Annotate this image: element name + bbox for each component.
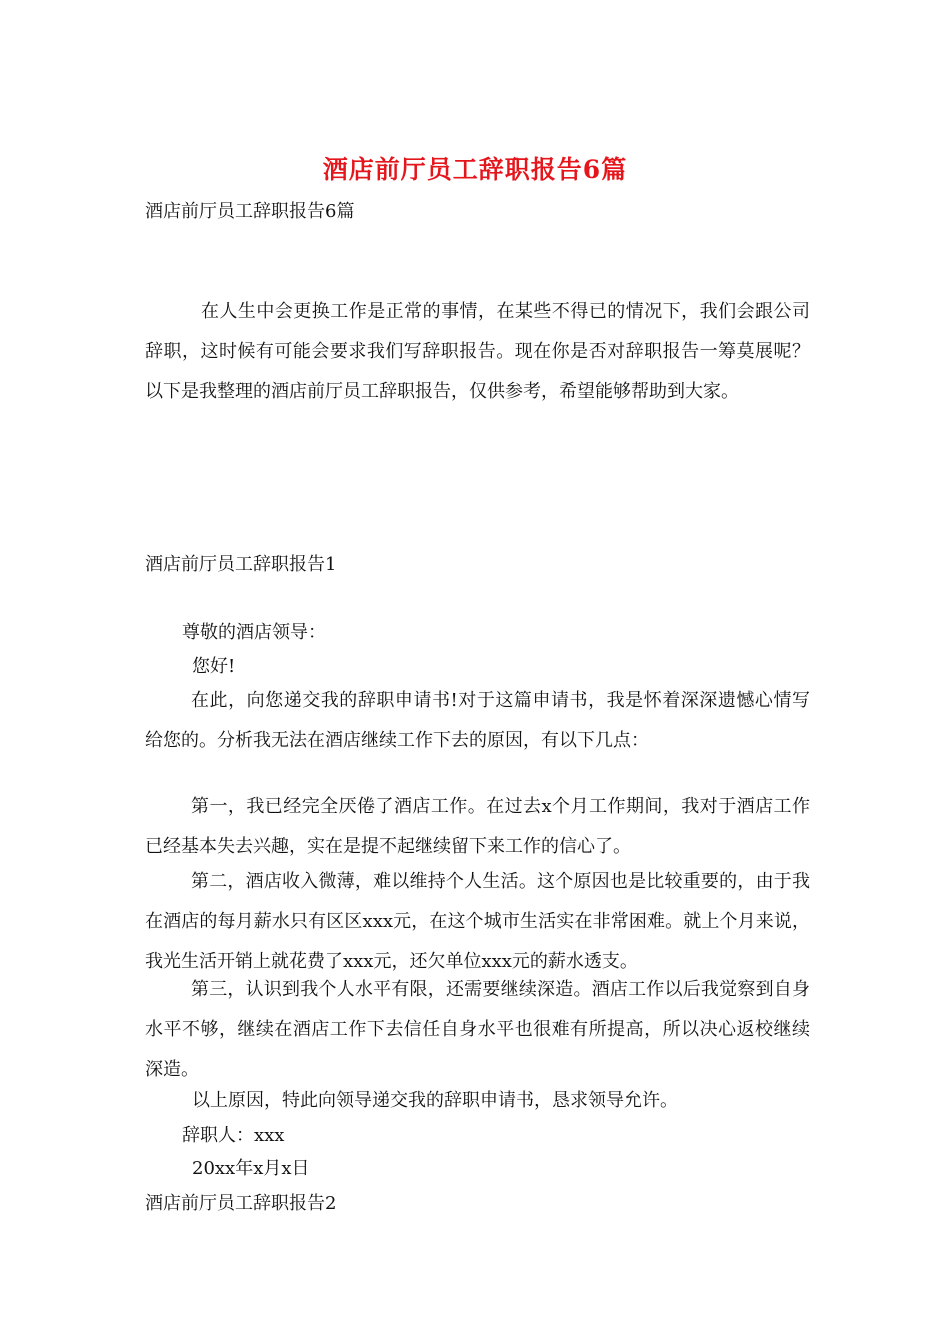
document-title: 酒店前厅员工辞职报告6篇: [322, 155, 628, 184]
signer: 辞职人：xxx: [182, 1125, 285, 1146]
body-paragraph-5: 以上原因，特此向领导递交我的辞职申请书，恳求领导允许。: [192, 1090, 678, 1111]
intro-paragraph: 在人生中会更换工作是正常的事情，在某些不得已的情况下，我们会跟公司辞职，这时候有可能会要求我们写辞职报告。现在你是否对辞职报告一筹莫展呢？以下是我整理的酒店前厅员工辞职报告，仅供参考，希望能够帮助到大家。: [145, 301, 810, 402]
body-paragraph-4: 第三，认识到我个人水平有限，还需要继续深造。酒店工作以后我觉察到自身水平不够，继续在酒店工作下去信任自身水平也很难有所提高，所以决心返校继续深造。: [145, 979, 810, 1080]
body-paragraph-3: 第二，酒店收入微薄，难以维持个人生活。这个原因也是比较重要的，由于我在酒店的每月薪水只有区区xxx元，在这个城市生活实在非常困难。就上个月来说，我光生活开销上就花费了xxx元，还欠单位xxx元的薪水透支。: [145, 871, 810, 972]
body-paragraph-1: 在此，向您递交我的辞职申请书!对于这篇申请书，我是怀着深深遗憾心情写给您的。分析我无法在酒店继续工作下去的原因，有以下几点：: [145, 690, 810, 751]
document-subtitle: 酒店前厅员工辞职报告6篇: [145, 201, 355, 222]
body-paragraph-2: 第一，我已经完全厌倦了酒店工作。在过去x个月工作期间，我对于酒店工作已经基本失去兴趣，实在是提不起继续留下来工作的信心了。: [145, 796, 810, 857]
section-heading-1: 酒店前厅员工辞职报告1: [145, 554, 337, 575]
greeting: 您好!: [192, 656, 236, 677]
salutation: 尊敬的酒店领导：: [182, 622, 326, 643]
date: 20xx年x月x日: [192, 1158, 310, 1179]
section-heading-2: 酒店前厅员工辞职报告2: [145, 1193, 337, 1214]
